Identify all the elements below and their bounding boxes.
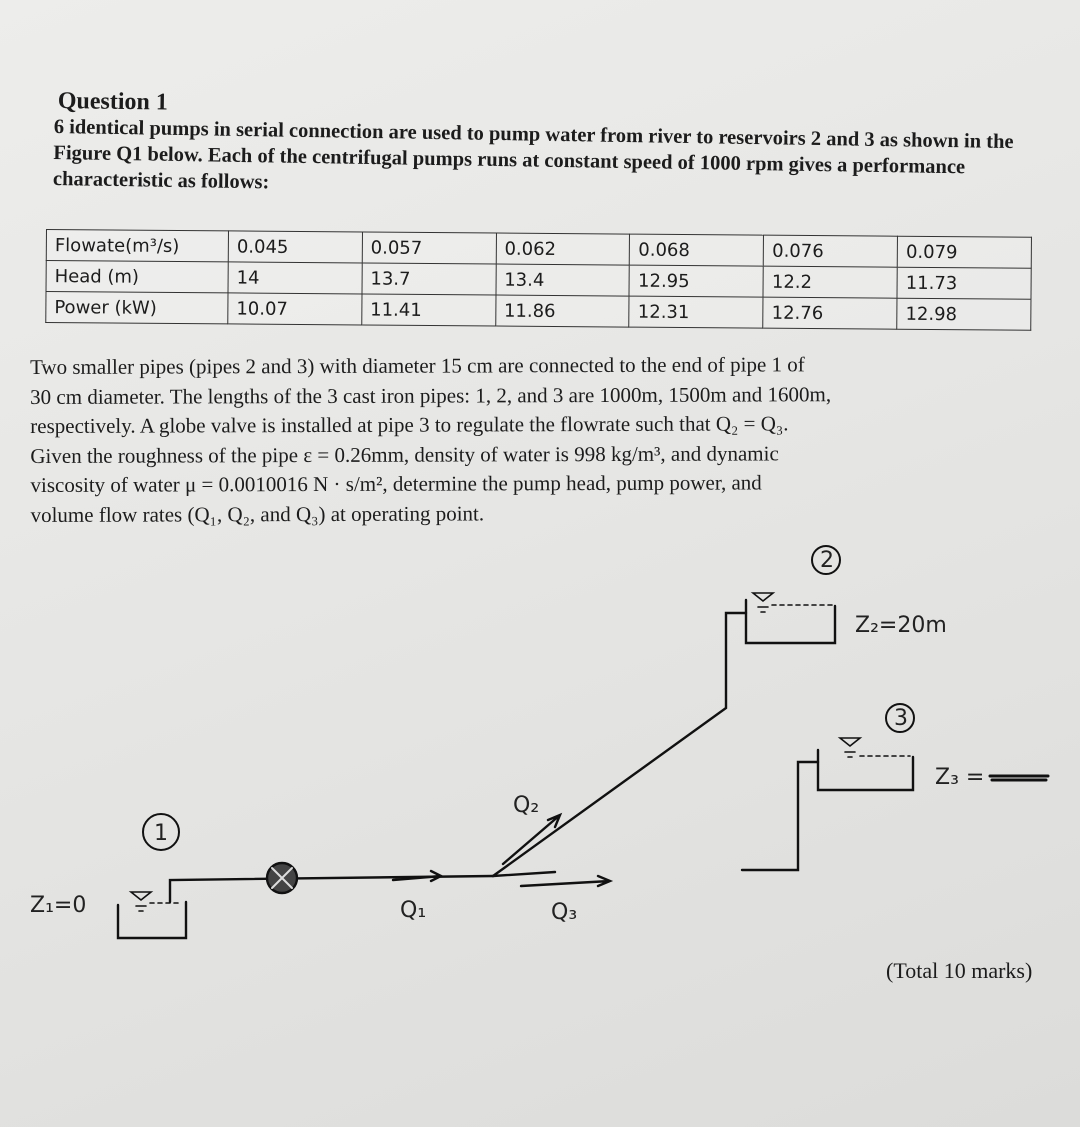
table-cell: 0.062: [496, 233, 630, 265]
table-cell: 14: [228, 262, 362, 294]
reservoir-3: [818, 750, 913, 790]
table-cell: 12.95: [629, 265, 763, 297]
statement-line: respectively. A globe valve is installed at pipe 3 to regulate the flowrate such that Q₂ = Q₃.: [30, 411, 789, 438]
table-cell: 13.7: [362, 263, 496, 295]
table-cell: 11.73: [897, 267, 1031, 299]
crossed-out-value: [990, 776, 1048, 780]
table-cell: 13.4: [496, 264, 630, 296]
table-cell: 12.31: [629, 296, 763, 328]
water-level-icon: [840, 738, 860, 757]
statement-line: 30 cm diameter. The lengths of the 3 cast iron pipes: 1, 2, and 3 are 1000m, 1500m and 1600m,: [30, 381, 832, 409]
table-cell: 0.045: [228, 231, 362, 263]
pipe-2: [493, 613, 746, 876]
q3-label: Q₃: [551, 900, 578, 925]
table-cell: 0.079: [897, 236, 1031, 268]
table-cell: 12.2: [763, 266, 897, 298]
q2-label: Q₂: [513, 793, 540, 818]
row-label: Power (kW): [46, 292, 228, 324]
pipe-1: [170, 876, 493, 902]
reservoir-3-number: 3: [894, 706, 908, 731]
table-cell: 0.068: [630, 234, 764, 266]
statement-line: volume flow rates (Q₁, Q₂, and Q₃) at operating point.: [30, 500, 485, 527]
z3-label: Z₃ =: [935, 765, 985, 790]
q1-label: Q₁: [400, 898, 427, 923]
reservoir-1: [118, 902, 186, 938]
reservoir-2-number: 2: [820, 548, 834, 573]
table-cell: 10.07: [228, 293, 362, 325]
question-intro: 6 identical pumps in serial connection are used to pump water from river to reservoirs 2 and 3 as shown in the Figure Q1 below. Each of the centrifugal pumps runs at constant speed of 1000 rpm gives a performance characteristic as follows:: [52, 115, 1014, 194]
table-cell: 12.98: [897, 298, 1031, 330]
table-cell: 0.076: [764, 235, 898, 267]
table-cell: 11.86: [495, 295, 629, 327]
table-cell: 12.76: [763, 297, 897, 329]
question-title: Question 1: [57, 88, 169, 116]
water-level-icon: [753, 593, 773, 612]
water-level-icon: [131, 892, 151, 911]
z2-label: Z₂=20m: [855, 613, 947, 638]
statement-line: Two smaller pipes (pipes 2 and 3) with diameter 15 cm are connected to the end of pipe 1 of: [30, 352, 805, 379]
z1-label: Z₁=0: [30, 893, 87, 918]
table-cell: 11.41: [362, 294, 496, 326]
pipe-3: [493, 762, 818, 876]
row-label: Flowate(m³/s): [46, 230, 228, 262]
table-cell: 0.057: [362, 232, 496, 264]
q2-arrow: [503, 815, 560, 864]
row-label: Head (m): [46, 261, 228, 293]
total-marks: (Total 10 marks): [886, 958, 1033, 983]
statement-line: viscosity of water μ = 0.0010016 N · s/m², determine the pump head, pump power, and: [30, 470, 762, 497]
statement-line: Given the roughness of the pipe ε = 0.26mm, density of water is 998 kg/m³, and dynamic: [30, 440, 779, 468]
q3-arrow: [521, 876, 610, 886]
reservoir-1-number: 1: [154, 821, 168, 846]
